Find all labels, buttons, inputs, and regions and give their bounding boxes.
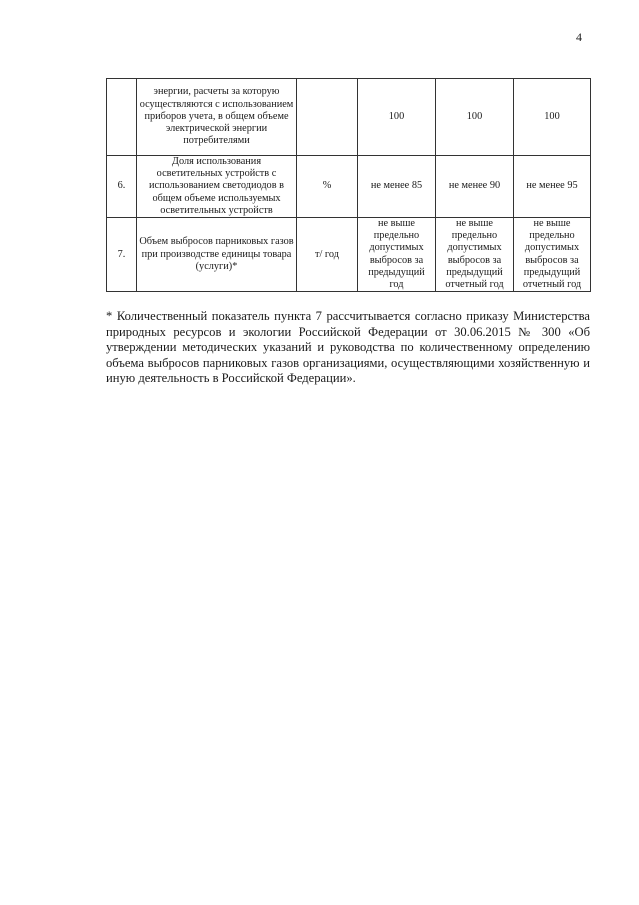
- page-number: 4: [576, 30, 582, 44]
- table-row: [107, 156, 591, 218]
- value-cell-1: не выше предельно допустимых выбросов за предыдущий год: [358, 218, 436, 292]
- indicator-name-cell: Объем выбросов парниковых газов при производстве единицы товара (услуги)*: [137, 218, 297, 292]
- table-row: [107, 218, 591, 292]
- value-cell-3: не выше предельно допустимых выбросов за предыдущий отчетный год: [514, 218, 591, 292]
- indicators-table: [106, 78, 591, 292]
- indicator-name-cell: Доля использования осветительных устройств с использованием светодиодов в общем объеме используемых осветительных устройств: [137, 156, 297, 218]
- value-cell-1: не менее 85: [358, 156, 436, 218]
- value-cell-2: не выше предельно допустимых выбросов за предыдущий отчетный год: [436, 218, 514, 292]
- value-cell-1: 100: [358, 79, 436, 156]
- table-row: [107, 79, 591, 156]
- unit-cell: %: [297, 156, 358, 218]
- row-number-cell: 7.: [107, 218, 137, 292]
- value-cell-3: не менее 95: [514, 156, 591, 218]
- unit-cell: т/ год: [297, 218, 358, 292]
- indicator-name-cell: энергии, расчеты за которую осуществляются с использованием приборов учета, в общем объеме электрической энергии потребителями: [137, 79, 297, 156]
- footnote: * Количественный показатель пункта 7 рассчитывается согласно приказу Министерства природных ресурсов и экологии Российской Федерации от 30.06.2015 № 300 «Об утверждении методических указаний и руководства по количественному определению объема выбросов парниковых газов организациями, осуществляющими хозяйственную и иную деятельность в Российской Федерации».: [106, 309, 590, 386]
- row-number-cell: [107, 79, 137, 156]
- row-number-cell: 6.: [107, 156, 137, 218]
- value-cell-3: 100: [514, 79, 591, 156]
- value-cell-2: 100: [436, 79, 514, 156]
- value-cell-2: не менее 90: [436, 156, 514, 218]
- unit-cell: [297, 79, 358, 156]
